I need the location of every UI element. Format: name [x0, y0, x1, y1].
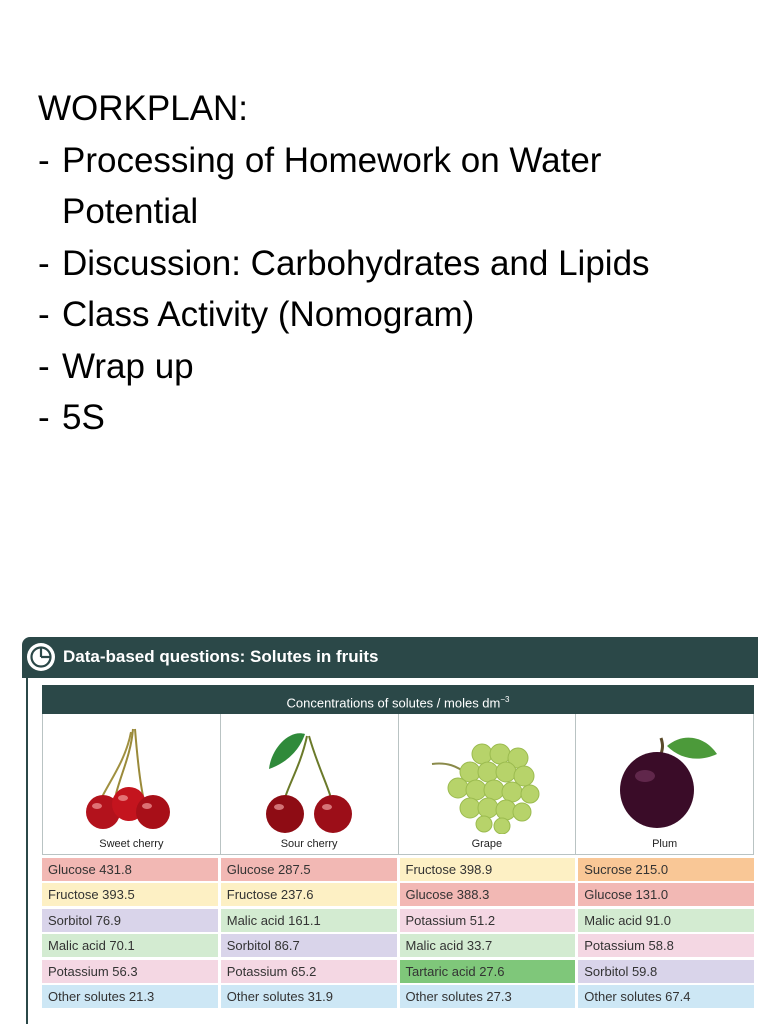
solutes-table [42, 685, 754, 1008]
table-cell: Malic acid 33.7 [400, 934, 576, 957]
panel-header [22, 637, 758, 678]
table-row [42, 932, 754, 958]
grape-image [422, 724, 552, 834]
table-cell: Potassium 65.2 [221, 960, 397, 983]
workplan-item: - Processing of Homework on Water Potential [38, 140, 602, 231]
table-header: Concentrations of solutes / moles $dm^{-3}$ [42, 685, 754, 714]
fruit-name: Sour cherry [280, 838, 338, 850]
table-cell: Other solutes 27.3 [400, 985, 576, 1008]
table-cell: Sorbitol 86.7 [221, 934, 397, 957]
workplan-item: - Wrap up [38, 346, 194, 386]
panel-rule [26, 678, 28, 1024]
table-row [42, 906, 754, 932]
table-cell: Potassium 58.8 [578, 934, 754, 957]
table-cell: Glucose 287.5 [221, 858, 397, 881]
table-row [42, 957, 754, 983]
table-cell: Malic acid 91.0 [578, 909, 754, 932]
workplan-item: - Class Activity (Nomogram) [38, 295, 475, 334]
table-cell: Glucose 388.3 [400, 883, 576, 906]
sweet-cherry-image [71, 724, 191, 834]
table-row [42, 855, 754, 881]
plum-image [605, 724, 725, 834]
fruit-name: Sweet cherry [99, 838, 164, 850]
table-cell: Fructose 237.6 [221, 883, 397, 906]
table-cell: Malic acid 161.1 [221, 909, 397, 932]
fruit-image-row [42, 714, 754, 855]
fruit-cell-sour-cherry [221, 714, 399, 854]
table-cell: Glucose 131.0 [578, 883, 754, 906]
table-cell: Glucose 431.8 [42, 858, 218, 881]
table-body [42, 855, 754, 1008]
sour-cherry-image [249, 724, 369, 834]
workplan-heading: WORKPLAN: [38, 89, 249, 128]
panel-title: Data-based questions: Solutes in fruits [63, 647, 379, 666]
table-row [42, 881, 754, 907]
table-cell: Malic acid 70.1 [42, 934, 218, 957]
table-cell: Other solutes 31.9 [221, 985, 397, 1008]
table-cell: Sorbitol 59.8 [578, 960, 754, 983]
table-cell: Fructose 398.9 [400, 858, 576, 881]
fruit-cell-plum [576, 714, 754, 854]
table-cell: Fructose 393.5 [42, 883, 218, 906]
table-cell: Potassium 51.2 [400, 909, 576, 932]
fruit-cell-sweet-cherry [42, 714, 221, 854]
workplan-list [38, 135, 738, 444]
data-questions-panel [22, 637, 758, 1024]
table-cell: Tartaric acid 27.6 [400, 960, 576, 983]
table-cell: Sorbitol 76.9 [42, 909, 218, 932]
table-cell: Other solutes 67.4 [578, 985, 754, 1008]
fruit-name: Grape [471, 838, 503, 850]
workplan-item: - 5S [38, 398, 105, 437]
fruit-cell-grape [399, 714, 577, 854]
workplan-text [38, 83, 738, 444]
workplan-item: - Discussion: Carbohydrates and Lipids [38, 243, 650, 283]
table-cell: Other solutes 21.3 [42, 985, 218, 1008]
table-row [42, 983, 754, 1009]
table-cell: Sucrose 215.0 [578, 858, 754, 881]
fruit-name: Plum [652, 838, 678, 850]
chart-pie-icon [26, 642, 56, 672]
table-cell: Potassium 56.3 [42, 960, 218, 983]
